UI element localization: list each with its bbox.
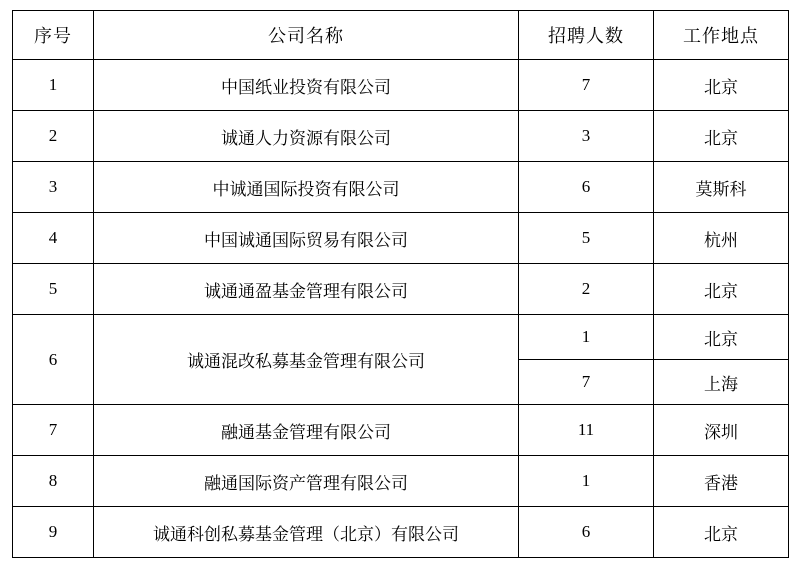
column-header-seq: 序号: [13, 11, 94, 60]
cell-count: 1: [519, 315, 654, 360]
cell-company: 诚通科创私募基金管理（北京）有限公司: [94, 507, 519, 558]
table-header-row: [13, 11, 789, 60]
table-header: [13, 11, 789, 60]
cell-location: 杭州: [654, 213, 789, 264]
table-body: [13, 60, 789, 558]
cell-seq: 4: [13, 213, 94, 264]
cell-count: 6: [519, 162, 654, 213]
column-header-location: 工作地点: [654, 11, 789, 60]
cell-company: 融通国际资产管理有限公司: [94, 456, 519, 507]
table-row: [13, 507, 789, 558]
cell-company: 诚通通盈基金管理有限公司: [94, 264, 519, 315]
cell-seq: 6: [13, 315, 94, 405]
cell-company: 中国诚通国际贸易有限公司: [94, 213, 519, 264]
cell-seq: 1: [13, 60, 94, 111]
cell-location: 上海: [654, 360, 789, 405]
cell-location: 北京: [654, 315, 789, 360]
cell-company: 中诚通国际投资有限公司: [94, 162, 519, 213]
cell-company: 诚通人力资源有限公司: [94, 111, 519, 162]
table-row: [13, 162, 789, 213]
table-row: [13, 264, 789, 315]
cell-location: 北京: [654, 111, 789, 162]
cell-seq: 5: [13, 264, 94, 315]
cell-count: 6: [519, 507, 654, 558]
table-row: [13, 405, 789, 456]
table-row: [13, 456, 789, 507]
cell-count: 1: [519, 456, 654, 507]
cell-count: 11: [519, 405, 654, 456]
column-header-count: 招聘人数: [519, 11, 654, 60]
table-row: [13, 60, 789, 111]
cell-company: 诚通混改私募基金管理有限公司: [94, 315, 519, 405]
document-page: [0, 10, 799, 586]
cell-location: 北京: [654, 264, 789, 315]
cell-seq: 9: [13, 507, 94, 558]
cell-seq: 3: [13, 162, 94, 213]
cell-count: 5: [519, 213, 654, 264]
cell-location: 香港: [654, 456, 789, 507]
cell-location: 深圳: [654, 405, 789, 456]
cell-company: 融通基金管理有限公司: [94, 405, 519, 456]
cell-location: 北京: [654, 60, 789, 111]
cell-seq: 8: [13, 456, 94, 507]
cell-count: 3: [519, 111, 654, 162]
cell-location: 莫斯科: [654, 162, 789, 213]
cell-count: 7: [519, 60, 654, 111]
column-header-company: 公司名称: [94, 11, 519, 60]
table-row: [13, 315, 789, 360]
cell-count: 2: [519, 264, 654, 315]
cell-location: 北京: [654, 507, 789, 558]
cell-seq: 2: [13, 111, 94, 162]
table-row: [13, 111, 789, 162]
cell-company: 中国纸业投资有限公司: [94, 60, 519, 111]
recruitment-table: [12, 10, 789, 558]
cell-seq: 7: [13, 405, 94, 456]
cell-count: 7: [519, 360, 654, 405]
table-row: [13, 213, 789, 264]
